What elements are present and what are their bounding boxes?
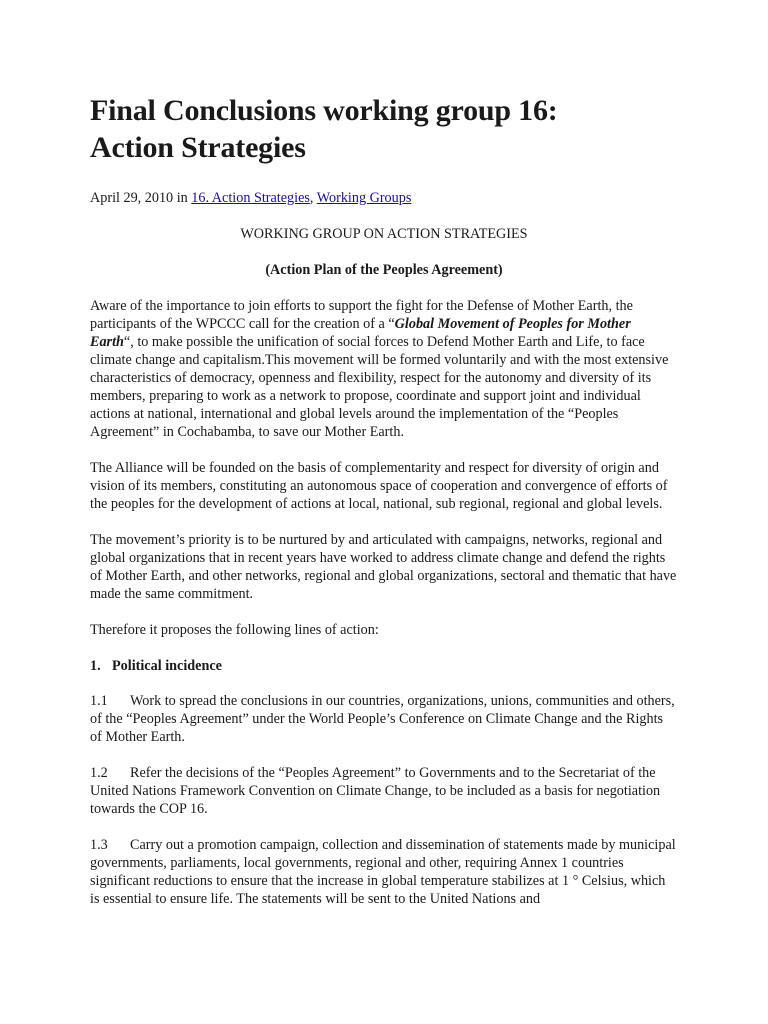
list-item: [90, 764, 678, 818]
paragraph-2: The Alliance will be founded on the basis of complementarity and respect for diversity of origin and vision of its members, constituting an autonomous space of cooperation and convergence of efforts of the peoples for the development of actions at local, national, sub regional, regional and global levels.: [90, 460, 668, 512]
paragraph-4: Therefore it proposes the following lines of action:: [90, 622, 379, 638]
item-text: Refer the decisions of the “Peoples Agreement” to Governments and to the Secretariat of the United Nations Framework Convention on Climate Change, to be included as a basis for negotiation towards the COP 16.: [90, 765, 661, 817]
paragraph-1-before: Aware of the importance to join efforts to support the fight for the Defense of Mother Earth, the participants of the WPCCC call for the creation of a “: [90, 298, 633, 332]
paragraph-1-after: “, to make possible the unification of social forces to Defend Mother Earth and Life, to face climate change and capitalism.This movement will be formed voluntarily and with the most extensive characteristics of democracy, openness and flexibility, respect for the autonomy and diversity of its members, preparing to work as a network to propose, coordinate and support joint and individual actions at national, international and global levels around the implementation of the “Peoples Agreement” in Cochabamba, to save our Mother Earth.: [90, 334, 669, 440]
paragraph-1: [90, 297, 678, 441]
section-1-label: Political incidence: [112, 658, 222, 674]
paragraph-3: The movement’s priority is to be nurtured by and articulated with campaigns, networks, regional and global organizations that in recent years have worked to address climate change and defend the rights of Mother Earth, and other networks, regional and global organizations, sectoral and thematic that have made the same commitment.: [90, 532, 677, 602]
section-1-heading: [90, 657, 678, 675]
post-meta: [90, 189, 678, 207]
category-link-action-strategies[interactable]: 16. Action Strategies: [191, 190, 310, 206]
item-text: Work to spread the conclusions in our countries, organizations, unions, communities and others, of the “Peoples Agreement” under the World People’s Conference on Climate Change and the Rights of Mother Earth.: [90, 693, 675, 745]
section-heading: WORKING GROUP ON ACTION STRATEGIES: [240, 226, 528, 242]
list-item: [90, 836, 678, 908]
paragraph-1-emphasis: Global Movement of Peoples for Mother Earth: [90, 316, 631, 350]
category-link-working-groups[interactable]: Working Groups: [316, 190, 412, 206]
item-number: 1.1: [90, 693, 108, 709]
section-1-number: 1.: [90, 658, 101, 674]
list-item: [90, 692, 678, 746]
item-number: 1.2: [90, 765, 108, 781]
title-line-2: Action Strategies: [90, 131, 306, 164]
post-date: April 29, 2010: [90, 190, 174, 206]
page-title: [90, 92, 678, 166]
meta-in-text: in: [173, 190, 192, 206]
meta-separator: ,: [309, 190, 317, 206]
title-line-1: Final Conclusions working group 16:: [90, 94, 558, 127]
item-text: Carry out a promotion campaign, collection and dissemination of statements made by municipal governments, parliaments, local governments, regional and other, requiring Annex 1 countries significant reductions to ensure that the increase in global temperature stabilizes at 1 ° Celsius, which is essential to ensure life. The statements will be sent to the United Nations and: [90, 837, 676, 907]
section-subheading: (Action Plan of the Peoples Agreement): [265, 262, 503, 278]
item-number: 1.3: [90, 837, 108, 853]
